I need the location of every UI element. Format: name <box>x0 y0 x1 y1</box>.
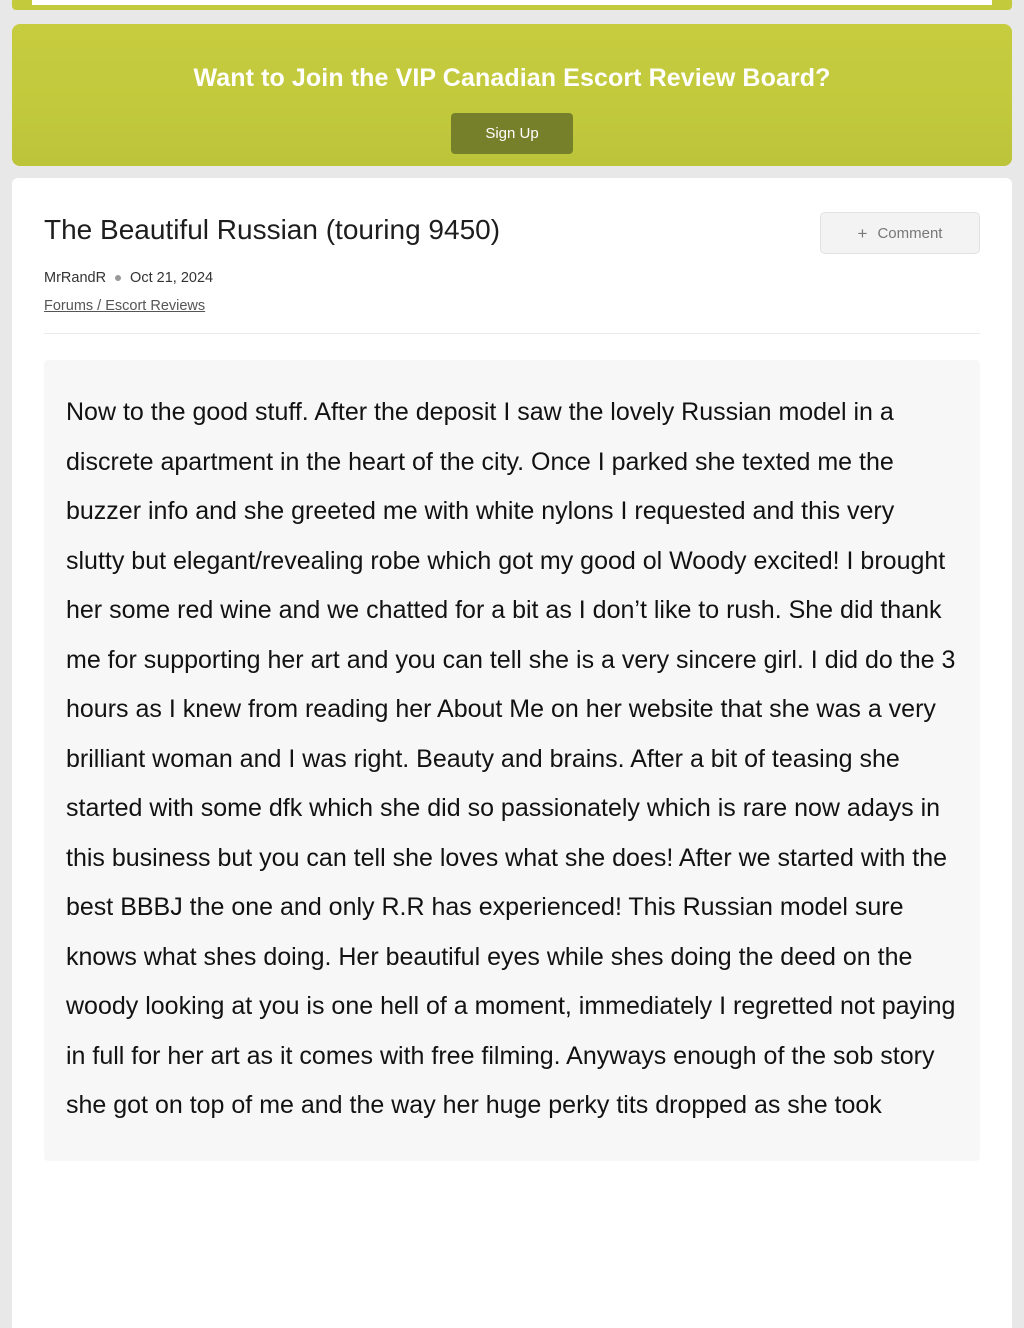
promo-title: Want to Join the VIP Canadian Escort Review Board? <box>193 64 831 92</box>
post-text: Now to the good stuff. After the deposit I saw the lovely Russian model in a discrete apartment in the heart of the city. Once I parked she texted me the buzzer info and she greeted me with white nylons I requested and this very slutty but elegant/revealing robe which got my good ol Woody excited! I brought her some red wine and we chatted for a bit as I don’t like to rush. She did thank me for supporting her art and you can tell she is a very sincere girl. I did do the 3 hours as I knew from reading her About Me on her website that she was a very brilliant woman and I was right. Beauty and brains. After a bit of teasing she started with some dfk which she did so passionately which is rare now adays in this business but you can tell she loves what she does! After we started with the best BBBJ the one and only R.R has experienced! This Russian model sure knows what shes doing. Her beautiful eyes while shes doing the deed on the woody looking at you is one hell of a moment, immediately I regretted not paying in full for her art as it comes with free filming. Anyways enough of the sob story she got on top of me and the way her huge perky tits dropped as she took <box>66 398 963 1119</box>
plus-icon: + <box>857 223 868 243</box>
post-body <box>44 360 980 1161</box>
comment-button[interactable] <box>820 212 980 254</box>
previous-banner-sliver-inner <box>32 0 992 5</box>
breadcrumb[interactable]: Forums / Escort Reviews <box>44 298 206 314</box>
post-date: Oct 21, 2024 <box>130 270 214 286</box>
thread-meta <box>44 270 980 286</box>
signup-button[interactable]: Sign Up <box>451 113 572 154</box>
previous-banner-sliver <box>12 0 1012 10</box>
comment-button-label: Comment <box>877 224 943 242</box>
author-name[interactable]: MrRandR <box>44 270 107 286</box>
thread-header <box>44 200 980 254</box>
thread-card <box>12 178 1012 1328</box>
vip-promo-banner <box>12 24 1012 166</box>
page-title: The Beautiful Russian (touring 9450) <box>44 214 501 245</box>
meta-separator-dot <box>115 275 121 281</box>
header-divider <box>44 333 980 334</box>
